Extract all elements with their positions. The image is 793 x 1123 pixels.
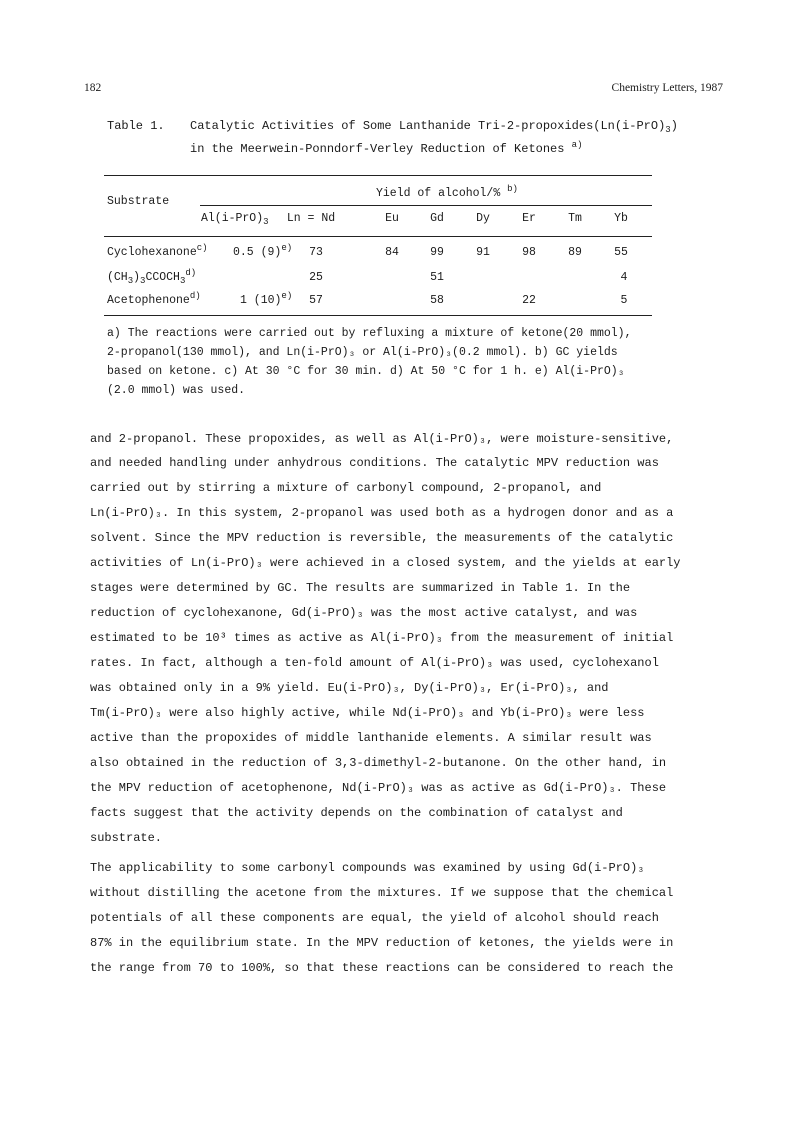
table-footnote: (2.0 mmol) was used. <box>107 384 246 397</box>
table-header-rule <box>200 205 652 206</box>
body-line: and 2-propanol. These propoxides, as well as Al(i-PrO)₃, were moisture-sensitive, <box>90 432 674 446</box>
column-header-substrate: Substrate <box>107 195 170 208</box>
body-line: estimated to be 10³ times as active as Al(i-PrO)₃ from the measurement of initial <box>90 631 674 645</box>
table-top-rule <box>104 175 652 176</box>
table-label: Table 1. <box>107 119 165 133</box>
body-line: Ln(i-PrO)₃. In this system, 2-propanol was used both as a hydrogen donor and as a <box>90 506 674 520</box>
table-cell: 89 <box>568 246 582 259</box>
table-footnote: a) The reactions were carried out by refluxing a mixture of ketone(20 mmol), <box>107 327 632 340</box>
table-cell: 22 <box>522 294 536 307</box>
cell-al-acetophenone: 1 $(10)^{e)}$ <box>240 291 293 307</box>
body-line: was obtained only in a 9% yield. Eu(i-PrO)₃, Dy(i-PrO)₃, Er(i-PrO)₃, and <box>90 681 609 695</box>
column-header-yield: Yield of alcohol/% $^{b)}$ <box>376 184 518 200</box>
row-substrate-acetophenone: Acetophenone$^{d)}$ <box>107 291 201 307</box>
body-line: without distilling the acetone from the mixtures. If we suppose that the chemical <box>90 886 674 900</box>
table-cell: 25 <box>309 271 323 284</box>
table-cell: 98 <box>522 246 536 259</box>
column-header-eu: Eu <box>385 212 399 225</box>
body-line: solvent. Since the MPV reduction is reversible, the measurements of the catalytic <box>90 531 674 545</box>
body-line: the MPV reduction of acetophenone, Nd(i-PrO)₃ was as active as Gd(i-PrO)₃. These <box>90 781 667 795</box>
row-substrate-cyclohexanone: Cyclohexanone$^{c)}$ <box>107 243 208 259</box>
table-cell: 91 <box>476 246 490 259</box>
row-substrate-pinacolone: $(CH_3)_3CCOCH_3^{d)}$ <box>107 268 197 286</box>
body-line: and needed handling under anhydrous conditions. The catalytic MPV reduction was <box>90 456 659 470</box>
table-cell: 51 <box>430 271 444 284</box>
body-line: carried out by stirring a mixture of carbonyl compound, 2-propanol, and <box>90 481 602 495</box>
body-line: the range from 70 to 100%, so that these reactions can be considered to reach the <box>90 961 674 975</box>
body-line: also obtained in the reduction of 3,3-dimethyl-2-butanone. On the other hand, in <box>90 756 667 770</box>
column-header-nd: Ln = Nd <box>286 212 336 225</box>
table-cell: 73 <box>309 246 323 259</box>
column-header-gd: Gd <box>430 212 444 225</box>
body-line: activities of Ln(i-PrO)₃ were achieved in a closed system, and the yields at early <box>90 556 681 570</box>
table-header-bottom-rule <box>104 236 652 237</box>
body-line: 87% in the equilibrium state. In the MPV reduction of ketones, the yields were in <box>90 936 674 950</box>
table-cell: 84 <box>385 246 399 259</box>
column-header-er: Er <box>522 212 536 225</box>
body-line: facts suggest that the activity depends on the combination of catalyst and <box>90 806 623 820</box>
table-cell: 4 <box>620 271 628 284</box>
column-header-al: $Al(i-PrO)_3$ <box>201 212 269 227</box>
table-caption-line2: in the Meerwein-Ponndorf-Verley Reduction of Ketones $^{a)}$ <box>190 140 583 156</box>
body-line: potentials of all these components are equal, the yield of alcohol should reach <box>90 911 659 925</box>
body-line: rates. In fact, although a ten-fold amount of Al(i-PrO)₃ was used, cyclohexanol <box>90 656 659 670</box>
body-line: reduction of cyclohexanone, Gd(i-PrO)₃ was the most active catalyst, and was <box>90 606 638 620</box>
table-bottom-rule <box>104 315 652 316</box>
column-header-tm: Tm <box>568 212 582 225</box>
page-number: 182 <box>84 82 102 94</box>
table-cell: 57 <box>309 294 323 307</box>
body-line: The applicability to some carbonyl compounds was examined by using Gd(i-PrO)₃ <box>90 861 645 875</box>
table-footnote: based on ketone. c) At 30 °C for 30 min. d) At 50 °C for 1 h. e) Al(i-PrO)₃ <box>107 365 625 378</box>
table-cell: 99 <box>430 246 444 259</box>
table-cell: 55 <box>614 246 628 259</box>
journal-running-head: Chemistry Letters, 1987 <box>611 82 723 94</box>
cell-al-cyclohexanone: 0.5 $(9)^{e)}$ <box>233 243 293 259</box>
body-line: stages were determined by GC. The results are summarized in Table 1. In the <box>90 581 631 595</box>
column-header-yb: Yb <box>614 212 628 225</box>
table-cell: 58 <box>430 294 444 307</box>
table-footnote: 2-propanol(130 mmol), and Ln(i-PrO)₃ or Al(i-PrO)₃(0.2 mmol). b) GC yields <box>107 346 618 359</box>
table-caption-line1: Catalytic Activities of Some Lanthanide Tri-$2-propoxides(Ln(i-PrO)_3)$ <box>190 119 678 135</box>
column-header-dy: Dy <box>476 212 490 225</box>
body-line: substrate. <box>90 831 163 845</box>
body-line: active than the propoxides of middle lanthanide elements. A similar result was <box>90 731 652 745</box>
body-line: Tm(i-PrO)₃ were also highly active, while Nd(i-PrO)₃ and Yb(i-PrO)₃ were less <box>90 706 645 720</box>
table-cell: 5 <box>620 294 628 307</box>
